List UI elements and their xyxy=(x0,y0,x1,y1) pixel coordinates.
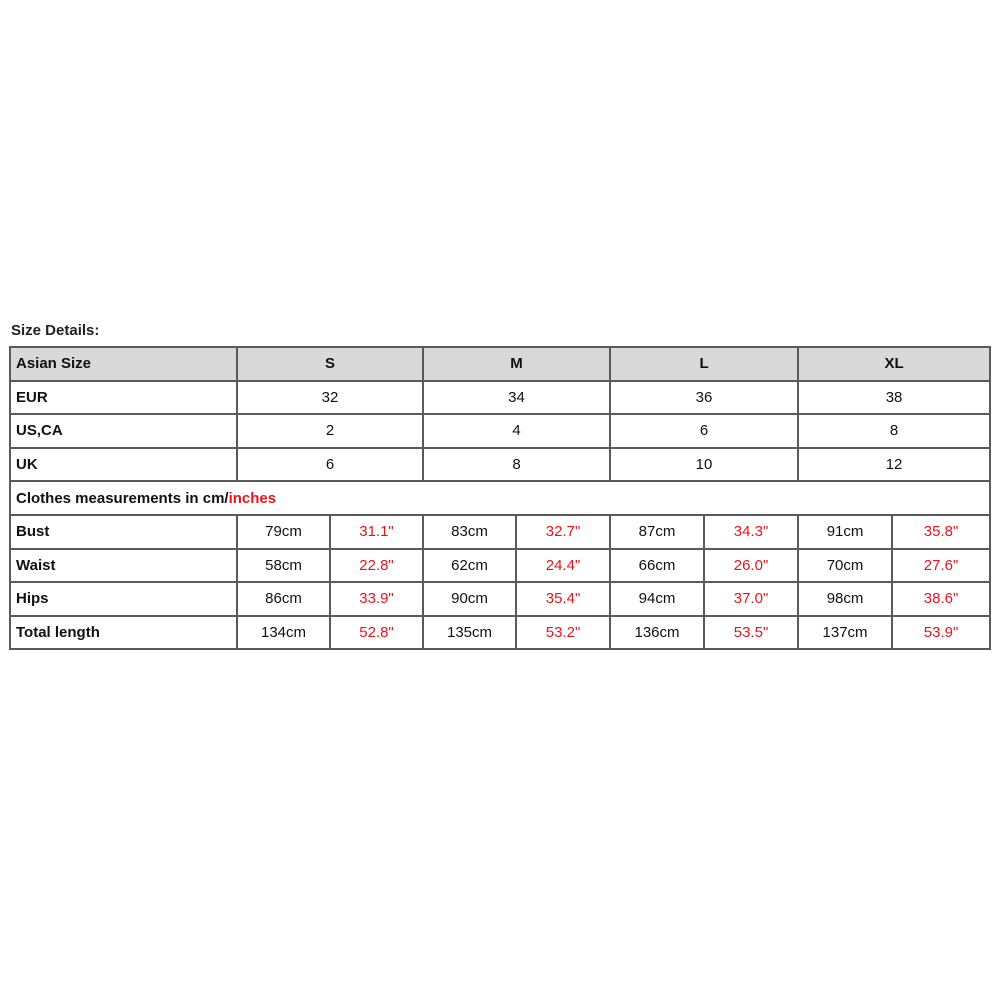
inch-cell: 35.8" xyxy=(892,515,990,549)
inch-cell: 27.6" xyxy=(892,549,990,583)
header-row xyxy=(10,347,990,381)
cm-cell: 91cm xyxy=(798,515,892,549)
cm-cell: 83cm xyxy=(423,515,516,549)
cm-cell: 98cm xyxy=(798,582,892,616)
conversion-row-uk xyxy=(10,448,990,482)
row-label: UK xyxy=(10,448,237,482)
section-heading-highlight: inches xyxy=(228,489,277,507)
table-cell: 8 xyxy=(798,414,990,448)
table-cell: 38 xyxy=(798,381,990,415)
row-label: EUR xyxy=(10,381,237,415)
cm-cell: 62cm xyxy=(423,549,516,583)
measurements-section-row xyxy=(10,481,990,515)
table-cell: 10 xyxy=(610,448,798,482)
row-label: US,CA xyxy=(10,414,237,448)
cm-cell: 135cm xyxy=(423,616,516,650)
table-cell: 32 xyxy=(237,381,423,415)
cm-cell: 94cm xyxy=(610,582,704,616)
measurement-row-hips xyxy=(10,582,990,616)
measurement-row-waist xyxy=(10,549,990,583)
size-header-xl: XL xyxy=(798,347,990,381)
cm-cell: 66cm xyxy=(610,549,704,583)
row-label: Total length xyxy=(10,616,237,650)
table-cell: 2 xyxy=(237,414,423,448)
cm-cell: 79cm xyxy=(237,515,330,549)
inch-cell: 35.4" xyxy=(516,582,610,616)
size-chart-table xyxy=(9,346,991,650)
cm-cell: 137cm xyxy=(798,616,892,650)
table-cell: 12 xyxy=(798,448,990,482)
size-header-m: M xyxy=(423,347,610,381)
row-label: Bust xyxy=(10,515,237,549)
header-label: Asian Size xyxy=(10,347,237,381)
table-cell: 6 xyxy=(237,448,423,482)
inch-cell: 37.0" xyxy=(704,582,798,616)
inch-cell: 38.6" xyxy=(892,582,990,616)
conversion-row-us-ca xyxy=(10,414,990,448)
section-heading-prefix: Clothes measurements in cm/ xyxy=(16,489,229,507)
cm-cell: 58cm xyxy=(237,549,330,583)
inch-cell: 33.9" xyxy=(330,582,423,616)
table-cell: 4 xyxy=(423,414,610,448)
row-label: Hips xyxy=(10,582,237,616)
inch-cell: 26.0" xyxy=(704,549,798,583)
cm-cell: 86cm xyxy=(237,582,330,616)
row-label: Waist xyxy=(10,549,237,583)
inch-cell: 22.8" xyxy=(330,549,423,583)
size-header-s: S xyxy=(237,347,423,381)
table-cell: 6 xyxy=(610,414,798,448)
inch-cell: 31.1" xyxy=(330,515,423,549)
inch-cell: 34.3" xyxy=(704,515,798,549)
table-cell: 34 xyxy=(423,381,610,415)
page-title: Size Details: xyxy=(11,322,100,339)
measurement-row-total-length xyxy=(10,616,990,650)
measurement-row-bust xyxy=(10,515,990,549)
inch-cell: 32.7" xyxy=(516,515,610,549)
cm-cell: 136cm xyxy=(610,616,704,650)
inch-cell: 53.2" xyxy=(516,616,610,650)
cm-cell: 134cm xyxy=(237,616,330,650)
cm-cell: 70cm xyxy=(798,549,892,583)
section-heading xyxy=(10,481,990,515)
inch-cell: 52.8" xyxy=(330,616,423,650)
conversion-row-eur xyxy=(10,381,990,415)
cm-cell: 90cm xyxy=(423,582,516,616)
table-cell: 8 xyxy=(423,448,610,482)
size-header-l: L xyxy=(610,347,798,381)
inch-cell: 24.4" xyxy=(516,549,610,583)
inch-cell: 53.5" xyxy=(704,616,798,650)
table-cell: 36 xyxy=(610,381,798,415)
inch-cell: 53.9" xyxy=(892,616,990,650)
cm-cell: 87cm xyxy=(610,515,704,549)
